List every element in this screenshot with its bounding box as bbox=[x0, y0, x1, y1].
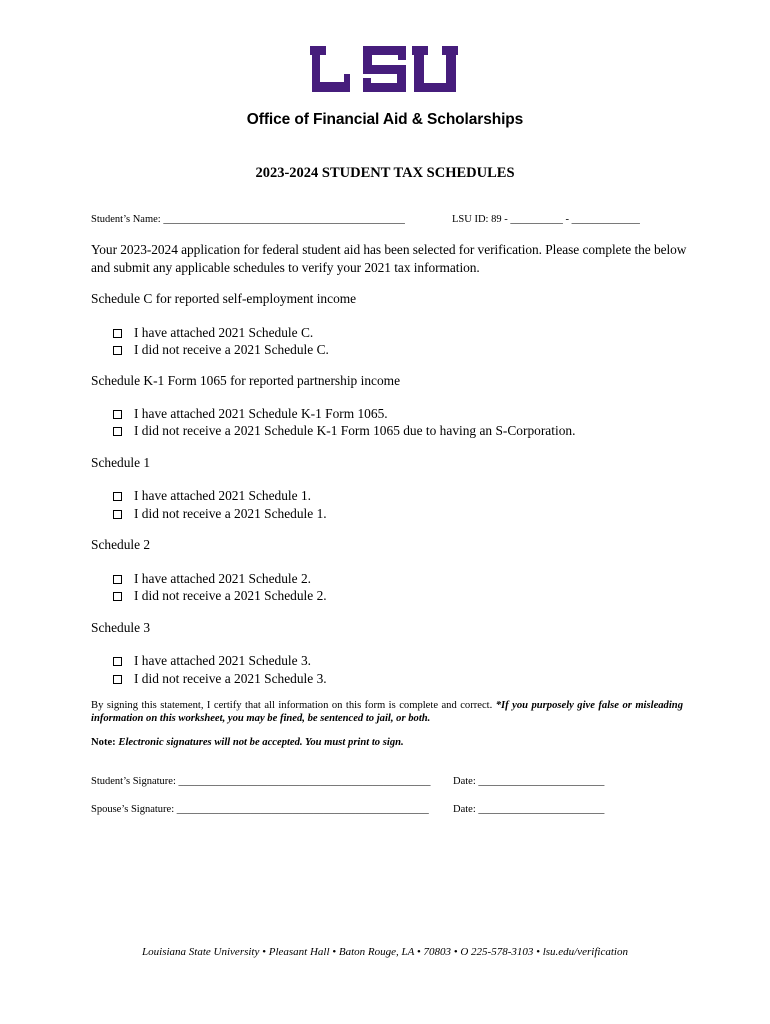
option-label: I did not receive a 2021 Schedule 1. bbox=[134, 506, 327, 521]
checkbox[interactable] bbox=[113, 657, 122, 666]
lsu-logo-graphic bbox=[310, 44, 460, 96]
schedule-3-not-received-option[interactable] bbox=[113, 671, 327, 687]
certification-statement bbox=[91, 700, 683, 725]
student-date-field[interactable]: Date: ________________________ bbox=[453, 776, 605, 787]
schedule-3-attached-option[interactable] bbox=[113, 653, 311, 669]
schedule-2-attached-option[interactable] bbox=[113, 571, 311, 587]
checkbox[interactable] bbox=[113, 427, 122, 436]
option-label: I did not receive a 2021 Schedule 2. bbox=[134, 588, 327, 603]
schedule-k1-attached-option[interactable] bbox=[113, 406, 388, 422]
certification-warning: *If you purposely give false or misleading information on this worksheet, you may be fined, be sentenced to jail, or both. bbox=[91, 700, 683, 724]
checkbox[interactable] bbox=[113, 592, 122, 601]
schedule-1-attached-option[interactable] bbox=[113, 488, 311, 504]
office-name: Office of Financial Aid & Scholarships bbox=[246, 111, 524, 128]
option-label: I have attached 2021 Schedule K-1 Form 1065. bbox=[134, 406, 388, 421]
checkbox[interactable] bbox=[113, 575, 122, 584]
option-label: I did not receive a 2021 Schedule 3. bbox=[134, 671, 327, 686]
signature-note bbox=[91, 737, 404, 748]
schedule-c-attached-option[interactable] bbox=[113, 325, 313, 341]
intro-paragraph: Your 2023-2024 application for federal student aid has been selected for verification. Please complete the below and submit any applicable schedules to verify your 2021 tax information. bbox=[91, 242, 687, 275]
student-name-field[interactable]: Student’s Name: ______________________________________________ bbox=[91, 214, 405, 225]
option-label: I have attached 2021 Schedule 1. bbox=[134, 488, 311, 503]
option-label: I did not receive a 2021 Schedule C. bbox=[134, 342, 329, 357]
option-label: I have attached 2021 Schedule 3. bbox=[134, 653, 311, 668]
checkbox[interactable] bbox=[113, 675, 122, 684]
schedule-1-heading: Schedule 1 bbox=[91, 455, 151, 470]
footer-address: Louisiana State University • Pleasant Hall • Baton Rouge, LA • 70803 • O 225-578-3103 • lsu.edu/verification bbox=[142, 946, 628, 958]
certification-text: By signing this statement, I certify that all information on this form is complete and correct. bbox=[91, 700, 496, 711]
checkbox[interactable] bbox=[113, 492, 122, 501]
document-title: 2023-2024 STUDENT TAX SCHEDULES bbox=[255, 165, 515, 181]
spouse-date-field[interactable]: Date: ________________________ bbox=[453, 804, 605, 815]
schedule-2-not-received-option[interactable] bbox=[113, 588, 327, 604]
checkbox[interactable] bbox=[113, 329, 122, 338]
student-signature-field[interactable]: Student’s Signature: ________________________________________________ bbox=[91, 776, 431, 787]
schedule-k1-not-received-option[interactable] bbox=[113, 423, 575, 439]
option-label: I did not receive a 2021 Schedule K-1 Form 1065 due to having an S-Corporation. bbox=[134, 423, 576, 438]
checkbox[interactable] bbox=[113, 410, 122, 419]
option-label: I have attached 2021 Schedule C. bbox=[134, 325, 314, 340]
note-label: Note: bbox=[91, 737, 116, 748]
option-label: I have attached 2021 Schedule 2. bbox=[134, 571, 311, 586]
schedule-3-heading: Schedule 3 bbox=[91, 620, 151, 635]
note-text: Electronic signatures will not be accepted. You must print to sign. bbox=[118, 737, 404, 748]
schedule-2-heading: Schedule 2 bbox=[91, 537, 151, 552]
checkbox[interactable] bbox=[113, 510, 122, 519]
lsu-id-field[interactable]: LSU ID: 89 - __________ - _____________ bbox=[452, 214, 640, 225]
lsu-logo bbox=[310, 44, 460, 96]
schedule-c-not-received-option[interactable] bbox=[113, 342, 329, 358]
schedule-k1-heading: Schedule K-1 Form 1065 for reported partnership income bbox=[91, 373, 401, 388]
schedule-c-heading: Schedule C for reported self-employment income bbox=[91, 291, 357, 306]
checkbox[interactable] bbox=[113, 346, 122, 355]
schedule-1-not-received-option[interactable] bbox=[113, 506, 327, 522]
spouse-signature-field[interactable]: Spouse’s Signature: ________________________________________________ bbox=[91, 804, 429, 815]
